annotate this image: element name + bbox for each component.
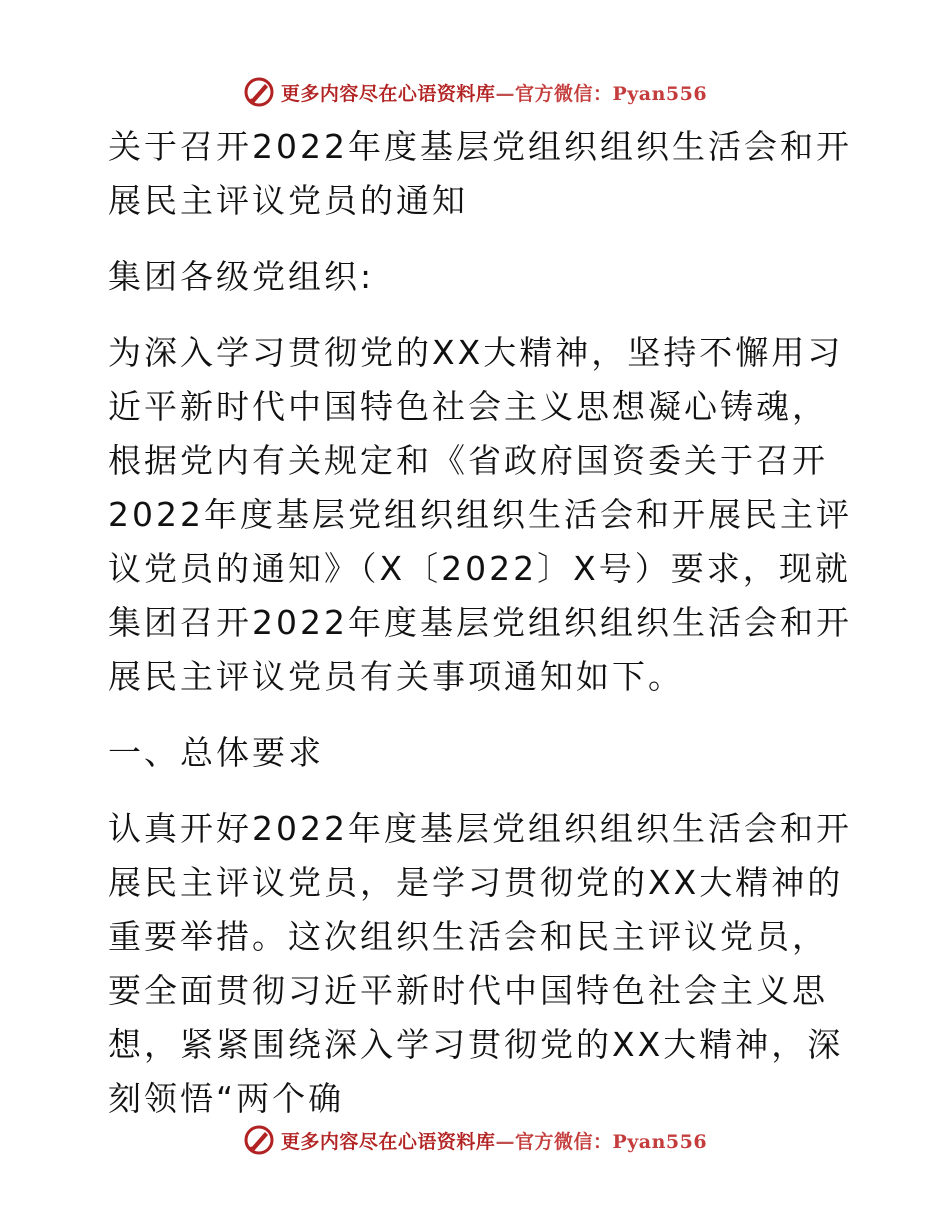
watermark-brand: 更多内容尽在心语资料库 (280, 82, 496, 105)
section-paragraph: 认真开好2022年度基层党组织组织生活会和开展民主评议党员，是学习贯彻党的XX大精神的重要举措。这次组织生活会和民主评议党员，要全面贯彻习近平新时代中国特色社会主义思想，紧紧围绕深入学习贯彻党的XX大精神，深刻领悟“两个确 (108, 809, 852, 1118)
quill-logo-icon (243, 76, 275, 108)
watermark-wechat-id: Pyan556 (612, 82, 708, 105)
document-title: 关于召开2022年度基层党组织组织生活会和开展民主评议党员的通知 (108, 127, 852, 220)
watermark-brand: 更多内容尽在心语资料库 (280, 1130, 496, 1153)
watermark-separator: — (495, 82, 515, 105)
watermark-banner-top (0, 72, 950, 112)
intro-paragraph: 为深入学习贯彻党的XX大精神，坚持不懈用习近平新时代中国特色社会主义思想凝心铸魂，根据党内有关规定和《省政府国资委关于召开2022年度基层党组织组织生活会和开展民主评议党员的通知》（X〔2022〕X号）要求，现就集团召开2022年度基层党组织组织生活会和开展民主评议党员有关事项通知如下。 (108, 333, 852, 696)
watermark-text (281, 79, 707, 106)
section-heading: 一、总体要求 (108, 733, 324, 772)
salutation: 集团各级党组织: (108, 257, 375, 296)
watermark-wechat-label: 官方微信： (514, 82, 613, 105)
document-body (98, 120, 858, 1148)
watermark-text (281, 1127, 707, 1154)
watermark-wechat-id: Pyan556 (612, 1130, 708, 1153)
watermark-wechat-label: 官方微信： (514, 1130, 613, 1153)
quill-logo-icon (243, 1124, 275, 1156)
watermark-separator: — (495, 1130, 515, 1153)
watermark-banner-bottom (0, 1120, 950, 1160)
